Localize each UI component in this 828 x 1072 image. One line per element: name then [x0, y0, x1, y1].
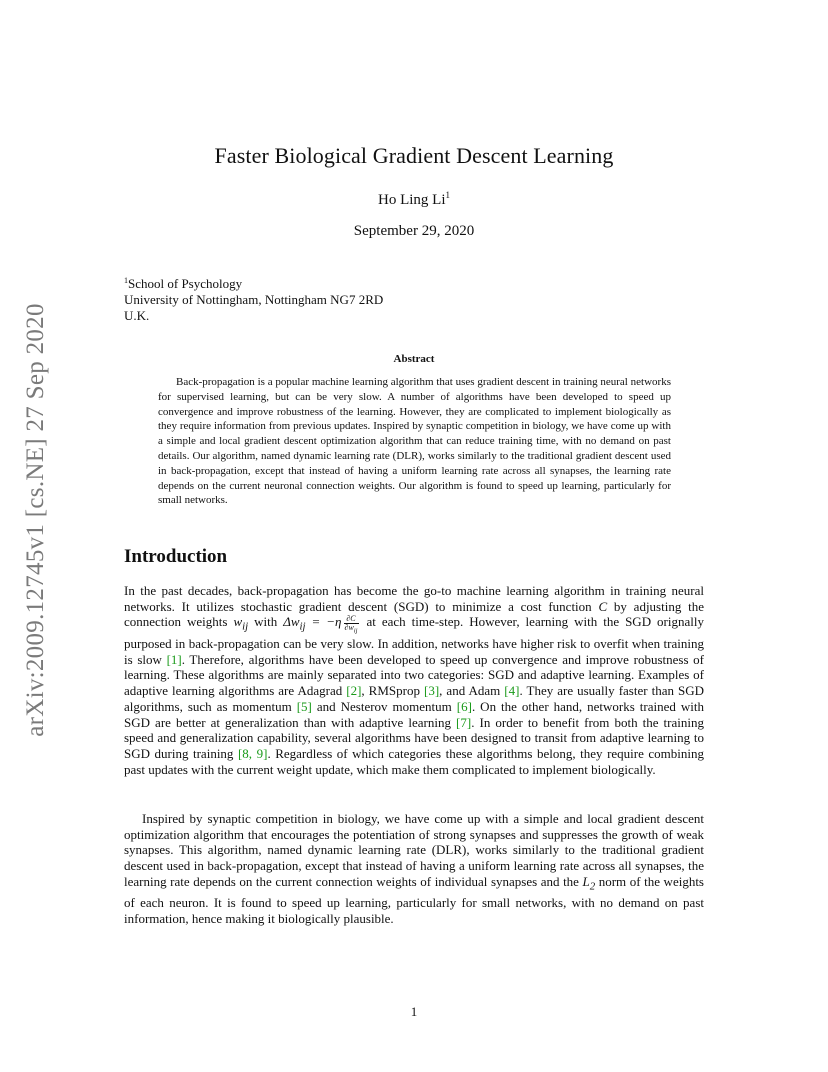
citation-1[interactable]: [1]	[166, 651, 182, 667]
intro-paragraph-1: In the past decades, back-propagation has become the go-to machine learning algorithm in training neural networks. It utilizes stochastic gradient descent (SGD) to minimize a cost function C by adjusting the connection weights $w_{ij}$ with $\Delta w_{ij} = -\eta$ $\frac{\partial C}{\partial w_{ij}}$ at each time-step. However, learning with the SGD orignally purposed in back-propagation can be very slow. In addition, networks have higher risk to overfit when training is slow [1]. Therefore, algorithms have been developed to speed up convergence and improve robustness of learning. These algorithms are mainly separated into two categories: SGD and adaptive learning. Examples of adaptive learning algorithms are Adagrad [2], RMSprop [3], and Adam [4]. They are usually faster than SGD algorithms, such as momentum [5] and Nesterov momentum [6]. On the other hand, networks trained with SGD are better at generalization than with adaptive learning [7]. In order to benefit from both the training speed and generalization capability, several algorithms have been designed to transit from adaptive learning to SGD during training [8, 9]. Regardless of which categories these algorithms belong, they require combining past updates with the current weight update, which make them complicated to implement biologically.	[124, 583, 705, 777]
paper-date: September 29, 2020	[353, 223, 475, 239]
author-line	[0, 190, 828, 209]
page-number: 1	[410, 1004, 418, 1019]
citation-9[interactable]: 9]	[256, 745, 268, 761]
author-name: Ho Ling Li	[378, 192, 446, 208]
affiliation-mark: 1	[124, 276, 128, 285]
section-title: Introduction	[124, 546, 228, 567]
intro-paragraph-2: Inspired by synaptic competition in biology, we have come up with a simple and local gradient descent optimization algorithm that encourages the potentiation of strong synapses and suppresses the growth of weak synapses. This algorithm, named dynamic learning rate (DLR), works similarly to the traditional gradient descent used in back-propagation, except that instead of having a uniform learning rate across all synapses, the learning rate depends on the current connection weights of individual synapses and the $L_2$ norm of the weights of each neuron. It is found to speed up learning, particularly for small networks, with no demand on past information, hence making it biologically plausible.	[124, 811, 704, 926]
affiliation-block	[124, 273, 383, 324]
affiliation-line-1: $^1$School of Psychology	[124, 276, 243, 291]
l2-norm-symbol: $L_2$	[582, 873, 596, 893]
citation-5[interactable]: [5]	[296, 698, 312, 714]
weight-update-equation: $\Delta w_{ij} = -\eta$ $\frac{\partial C}{\partial w_{ij}}$	[283, 614, 358, 635]
affiliation-line-3: U.K.	[124, 308, 150, 323]
author-affiliation-mark: 1	[445, 190, 450, 200]
gradient-fraction: $\frac{\partial C}{\partial w_{ij}}$	[344, 614, 358, 635]
citation-6[interactable]: [6]	[456, 698, 472, 714]
arxiv-identifier-text: arXiv:2009.12745v1 [cs.NE] 27 Sep 2020	[22, 303, 49, 737]
citation-8[interactable]: [8,	[237, 745, 253, 761]
weight-variable: $w_{ij}$	[233, 614, 249, 633]
abstract-text: Back-propagation is a popular machine learning algorithm that uses gradient descent in training neural networks for supervised learning, but can be very slow. A number of algorithms have been developed to speed up convergence and improve robustness of the learning. However, they are complicated to implement biologically as they require information from previous updates. Inspired by synaptic competition in biology, we have come up with a simple and local gradient descent optimization algorithm that can reduce training time, with no demand on past details. Our algorithm, named dynamic learning rate (DLR), works similarly to the traditional gradient descent used in back-propagation, except that instead of having a uniform learning rate across all synapses, the learning rate depends on the current neuronal connection weights. Our algorithm is found to speed up learning, particularly for small networks.	[158, 376, 671, 507]
cost-variable: C	[598, 598, 608, 614]
citation-4[interactable]: [4]	[504, 683, 520, 699]
citation-7[interactable]: [7]	[456, 714, 472, 730]
citation-3[interactable]: [3]	[423, 683, 440, 699]
paper-title: Faster Biological Gradient Descent Learning	[214, 143, 614, 168]
citation-2[interactable]: [2]	[346, 683, 362, 699]
affiliation-line-2: University of Nottingham, Nottingham NG7 2RD	[124, 292, 384, 307]
abstract-heading: Abstract	[393, 353, 435, 365]
